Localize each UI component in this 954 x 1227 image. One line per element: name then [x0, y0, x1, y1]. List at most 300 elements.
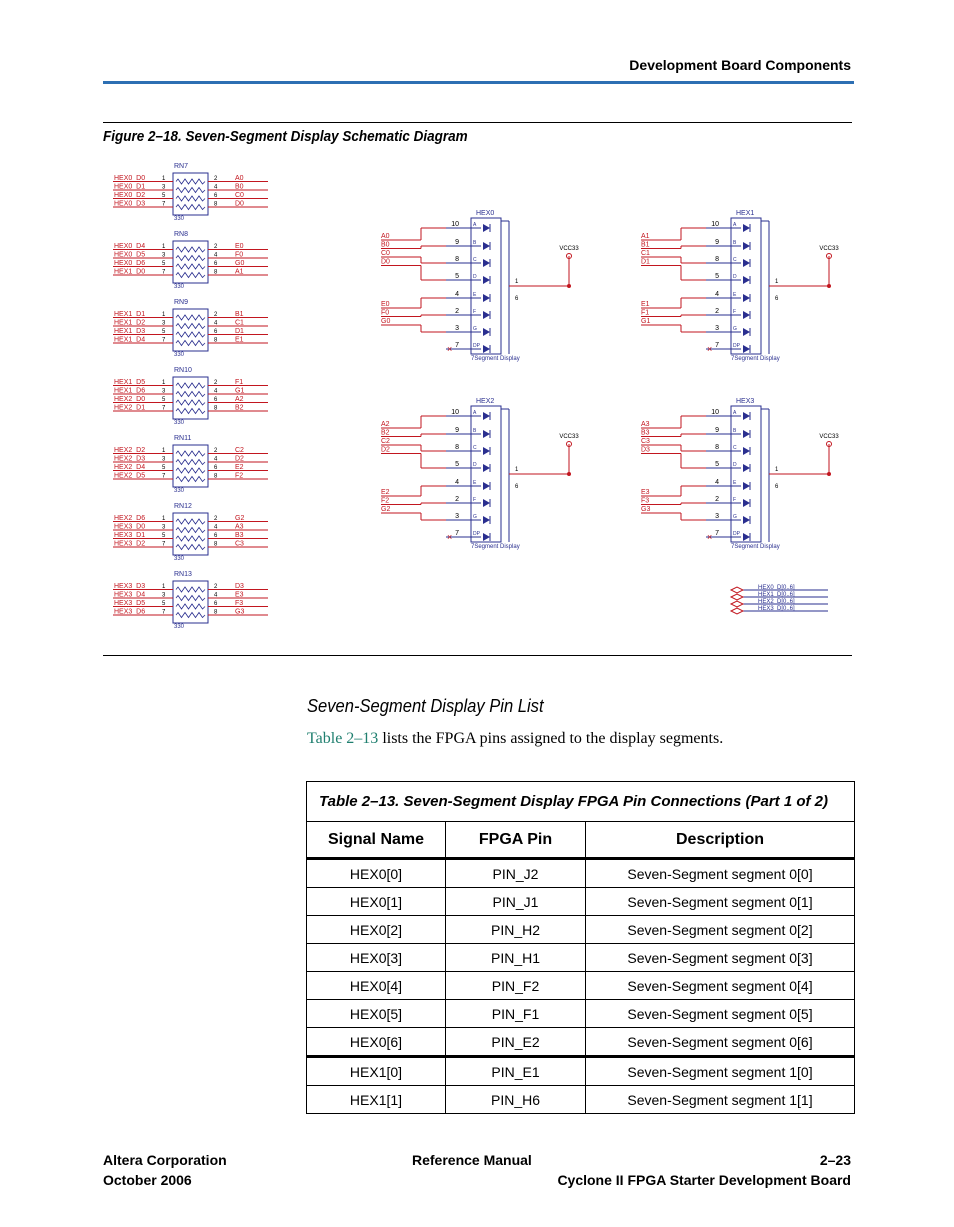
cell-signal: HEX0[6]	[307, 1028, 446, 1057]
display-pin-number: 8	[715, 444, 719, 451]
cell-signal: HEX0[2]	[307, 916, 446, 944]
rn-input-net: HEX0_D1	[114, 183, 146, 191]
display-pin-number: 5	[455, 461, 459, 468]
display-pin-number: 7	[715, 342, 719, 349]
display-part-label: 7Segment Display	[731, 356, 780, 362]
rn-pin-number: 4	[214, 184, 218, 191]
rn-pin-number: 1	[162, 584, 166, 590]
led-diode-symbol	[743, 259, 750, 267]
rn-pin-number: 1	[162, 244, 166, 250]
rn-pin-number: 3	[162, 524, 166, 531]
display-pin-number: 3	[455, 513, 459, 520]
segment-letter: E	[473, 292, 477, 298]
rn-value: 330	[174, 216, 185, 222]
display-pin-number: 9	[715, 427, 719, 434]
led-diode-symbol	[483, 516, 490, 524]
common-pin-number: 1	[775, 279, 779, 285]
segment-letter: DP	[733, 531, 740, 537]
display-net-label: F3	[641, 497, 650, 505]
rn-output-net: D0	[235, 200, 244, 208]
rn-input-net: HEX0_D2	[114, 192, 146, 199]
display-net-label: D0	[381, 258, 390, 266]
resistor-symbol	[176, 400, 205, 405]
pin-connections-table	[306, 781, 855, 1114]
rn-designator: RN7	[174, 163, 189, 170]
display-pin-number: 2	[715, 308, 719, 315]
led-diode-symbol	[483, 276, 490, 284]
rn-pin-number: 3	[162, 456, 166, 463]
bus-entry-marker	[731, 608, 743, 614]
bus-label: HEX3_D[0..6]	[758, 606, 795, 612]
cell-description: Seven-Segment segment 0[2]	[586, 916, 855, 944]
rn-output-net: F1	[235, 379, 244, 386]
display-net-label: F2	[381, 497, 390, 505]
rn-output-net: G2	[235, 515, 245, 522]
resistor-symbol	[176, 196, 205, 201]
rn-pin-number: 3	[162, 388, 166, 395]
led-diode-symbol	[743, 224, 750, 232]
resistor-symbol	[176, 477, 205, 482]
display-net-label: E3	[641, 489, 650, 496]
display-designator: HEX3	[736, 398, 755, 405]
rn-pin-number: 6	[214, 601, 218, 607]
led-diode-symbol	[743, 294, 750, 302]
rn-pin-number: 3	[162, 320, 166, 327]
segment-letter: F	[733, 309, 737, 315]
figure-top-rule	[103, 122, 852, 123]
table-row	[307, 888, 855, 916]
segment-letter: G	[733, 514, 737, 520]
cell-description: Seven-Segment segment 0[6]	[586, 1028, 855, 1057]
rn-output-net: D2	[235, 455, 244, 463]
resistor-symbol	[176, 536, 205, 541]
column-header-signal-name: Signal Name	[307, 822, 446, 859]
display-net-label: B3	[641, 429, 650, 437]
rn-pin-number: 2	[214, 176, 218, 182]
rn-input-net: HEX0_D6	[114, 260, 146, 267]
table-row	[307, 1028, 855, 1057]
segment-letter: A	[473, 222, 477, 228]
rn-pin-number: 2	[214, 448, 218, 454]
footer-right	[557, 1150, 851, 1190]
display-designator: HEX1	[736, 210, 755, 217]
led-diode-symbol	[743, 516, 750, 524]
display-net-label: G2	[381, 506, 391, 513]
no-connect-mark: ×	[447, 532, 453, 542]
cell-description: Seven-Segment segment 0[0]	[586, 859, 855, 888]
table-row	[307, 1000, 855, 1028]
display-net-label: D1	[641, 258, 650, 266]
led-diode-symbol	[483, 311, 490, 319]
rn-output-net: B0	[235, 183, 244, 191]
segment-letter: E	[733, 480, 737, 486]
led-diode-symbol	[743, 311, 750, 319]
no-connect-mark: ×	[707, 532, 713, 542]
rn-output-net: G1	[235, 387, 245, 395]
cell-pin: PIN_F1	[446, 1000, 586, 1028]
display-pin-number: 3	[715, 513, 719, 520]
resistor-symbol	[176, 519, 205, 524]
rn-output-net: F2	[235, 472, 244, 480]
resistor-symbol	[176, 247, 205, 252]
resistor-symbol	[176, 205, 205, 210]
rn-pin-number: 7	[162, 201, 166, 208]
led-diode-symbol	[483, 447, 490, 455]
table-row	[307, 1057, 855, 1086]
display-pin-number: 10	[711, 221, 719, 228]
cell-signal: HEX1[0]	[307, 1057, 446, 1086]
bus-entry-marker	[731, 594, 743, 600]
led-diode-symbol	[743, 328, 750, 336]
led-diode-symbol	[483, 482, 490, 490]
rn-pin-number: 7	[162, 541, 166, 548]
display-net-label: A0	[381, 233, 390, 240]
rn-pin-number: 1	[162, 448, 166, 454]
bus-entry-marker	[731, 601, 743, 607]
rn-pin-number: 7	[162, 337, 166, 344]
rn-input-net: HEX0_D0	[114, 175, 146, 182]
led-diode-symbol	[743, 447, 750, 455]
display-net-label: G0	[381, 318, 391, 325]
rn-output-net: D1	[235, 328, 244, 335]
rn-pin-number: 1	[162, 380, 166, 386]
segment-letter: G	[473, 326, 477, 332]
display-pin-number: 3	[455, 325, 459, 332]
display-pin-number: 3	[715, 325, 719, 332]
resistor-symbol	[176, 460, 205, 465]
rn-input-net: HEX1_D1	[114, 311, 146, 318]
cell-pin: PIN_E1	[446, 1057, 586, 1086]
rn-pin-number: 5	[162, 261, 166, 267]
display-pin-number: 5	[455, 273, 459, 280]
display-pin-number: 5	[715, 461, 719, 468]
display-net-label: B1	[641, 241, 650, 249]
led-diode-symbol	[743, 242, 750, 250]
table-row	[307, 972, 855, 1000]
resistor-symbol	[176, 315, 205, 320]
segment-letter: G	[733, 326, 737, 332]
rn-input-net: HEX0_D4	[114, 243, 146, 250]
rn-input-net: HEX1_D4	[114, 336, 146, 344]
segment-letter: B	[473, 428, 477, 434]
cell-pin: PIN_J2	[446, 859, 586, 888]
cell-pin: PIN_E2	[446, 1028, 586, 1057]
segment-letter: B	[473, 240, 477, 246]
rn-output-net: E1	[235, 336, 244, 344]
rn-pin-number: 8	[214, 405, 218, 412]
rn-input-net: HEX2_D4	[114, 464, 146, 471]
footer-doc-type: Reference Manual	[412, 1152, 532, 1168]
resistor-symbol	[176, 528, 205, 533]
rn-pin-number: 3	[162, 184, 166, 191]
segment-letter: DP	[733, 343, 740, 349]
rn-pin-number: 7	[162, 473, 166, 480]
segment-letter: C	[473, 445, 477, 451]
resistor-symbol	[176, 188, 205, 193]
resistor-symbol	[176, 332, 205, 337]
led-diode-symbol	[483, 499, 490, 507]
segment-letter: D	[733, 462, 737, 468]
rn-input-net: HEX3_D4	[114, 591, 146, 599]
table-row	[307, 1086, 855, 1114]
rn-output-net: A3	[235, 523, 244, 531]
cell-signal: HEX0[3]	[307, 944, 446, 972]
rn-pin-number: 3	[162, 252, 166, 259]
rn-output-net: C1	[235, 319, 244, 327]
segment-letter: E	[473, 480, 477, 486]
rn-pin-number: 6	[214, 193, 218, 199]
display-pin-number: 4	[455, 479, 459, 486]
resistor-symbol	[176, 264, 205, 269]
rn-output-net: A2	[235, 396, 244, 403]
rn-input-net: HEX1_D3	[114, 328, 146, 335]
display-pin-number: 9	[455, 427, 459, 434]
led-diode-symbol	[743, 430, 750, 438]
resistor-symbol	[176, 273, 205, 278]
led-diode-symbol	[483, 294, 490, 302]
display-pin-number: 4	[455, 291, 459, 298]
rn-pin-number: 4	[214, 320, 218, 327]
rn-pin-number: 7	[162, 405, 166, 412]
rn-pin-number: 4	[214, 388, 218, 395]
rn-pin-number: 5	[162, 601, 166, 607]
segment-letter: D	[473, 462, 477, 468]
footer-left	[103, 1150, 227, 1190]
display-net-label: D3	[641, 446, 650, 454]
cell-description: Seven-Segment segment 0[4]	[586, 972, 855, 1000]
rn-input-net: HEX0_D5	[114, 251, 146, 259]
cell-pin: PIN_F2	[446, 972, 586, 1000]
cell-signal: HEX0[5]	[307, 1000, 446, 1028]
rn-value: 330	[174, 420, 185, 426]
display-pin-number: 8	[455, 444, 459, 451]
resistor-symbol	[176, 324, 205, 329]
vcc-label: VCC33	[819, 246, 839, 252]
header-rule	[103, 81, 854, 84]
rn-pin-number: 4	[214, 252, 218, 259]
rn-pin-number: 3	[162, 592, 166, 599]
footer-company: Altera Corporation	[103, 1152, 227, 1168]
common-pin-number: 6	[775, 484, 779, 490]
rn-pin-number: 8	[214, 609, 218, 616]
led-diode-symbol	[483, 224, 490, 232]
resistor-symbol	[176, 596, 205, 601]
display-part-label: 7Segment Display	[471, 544, 520, 550]
rn-pin-number: 7	[162, 269, 166, 276]
rn-pin-number: 4	[214, 592, 218, 599]
cell-description: Seven-Segment segment 0[5]	[586, 1000, 855, 1028]
rn-pin-number: 5	[162, 465, 166, 471]
rn-input-net: HEX3_D0	[114, 523, 146, 531]
rn-designator: RN12	[174, 503, 192, 510]
display-net-label: A2	[381, 421, 390, 428]
common-pin-number: 1	[775, 467, 779, 473]
rn-pin-number: 2	[214, 380, 218, 386]
column-header-description: Description	[586, 822, 855, 859]
no-connect-mark: ×	[447, 344, 453, 354]
display-net-label: C0	[381, 250, 390, 257]
rn-input-net: HEX1_D6	[114, 387, 146, 395]
rn-output-net: B2	[235, 404, 244, 412]
led-diode-symbol	[483, 533, 490, 541]
rn-output-net: F3	[235, 600, 244, 607]
segment-letter: C	[733, 445, 737, 451]
rn-output-net: B1	[235, 311, 244, 318]
rn-input-net: HEX3_D6	[114, 608, 146, 616]
rn-pin-number: 6	[214, 261, 218, 267]
resistor-symbol	[176, 468, 205, 473]
rn-value: 330	[174, 556, 185, 562]
display-pin-number: 10	[451, 221, 459, 228]
bus-label: HEX2_D[0..6]	[758, 599, 795, 605]
cell-signal: HEX0[4]	[307, 972, 446, 1000]
segment-letter: D	[473, 274, 477, 280]
bus-label: HEX1_D[0..6]	[758, 592, 795, 598]
display-pin-number: 7	[715, 530, 719, 537]
rn-output-net: G3	[235, 608, 245, 616]
common-pin-number: 6	[515, 296, 519, 302]
rn-input-net: HEX2_D0	[114, 396, 146, 403]
rn-value: 330	[174, 284, 185, 290]
led-diode-symbol	[743, 533, 750, 541]
table-row	[307, 916, 855, 944]
display-part-label: 7Segment Display	[471, 356, 520, 362]
led-diode-symbol	[743, 499, 750, 507]
cell-pin: PIN_H1	[446, 944, 586, 972]
column-header-fpga-pin: FPGA Pin	[446, 822, 586, 859]
rn-designator: RN13	[174, 571, 192, 578]
led-diode-symbol	[743, 412, 750, 420]
display-net-label: C1	[641, 250, 650, 257]
display-pin-number: 8	[715, 256, 719, 263]
rn-pin-number: 1	[162, 176, 166, 182]
rn-designator: RN11	[174, 435, 192, 442]
rn-output-net: G0	[235, 260, 245, 267]
rn-value: 330	[174, 488, 185, 494]
display-net-label: B0	[381, 241, 390, 249]
display-pin-number: 8	[455, 256, 459, 263]
junction-dot	[827, 284, 831, 288]
display-net-label: C2	[381, 438, 390, 445]
rn-pin-number: 1	[162, 312, 166, 318]
vcc-label: VCC33	[559, 246, 579, 252]
display-net-label: E0	[381, 301, 390, 308]
rn-output-net: C2	[235, 447, 244, 454]
segment-letter: C	[473, 257, 477, 263]
table-row	[307, 859, 855, 888]
resistor-symbol	[176, 613, 205, 618]
led-diode-symbol	[483, 242, 490, 250]
led-diode-symbol	[483, 430, 490, 438]
rn-output-net: A1	[235, 268, 244, 276]
segment-letter: B	[733, 428, 737, 434]
segment-letter: A	[733, 222, 737, 228]
rn-pin-number: 5	[162, 397, 166, 403]
cell-pin: PIN_J1	[446, 888, 586, 916]
display-pin-number: 9	[715, 239, 719, 246]
segment-letter: D	[733, 274, 737, 280]
junction-dot	[827, 472, 831, 476]
display-net-label: F1	[641, 309, 650, 317]
footer-date: October 2006	[103, 1172, 192, 1188]
table-caption: Table 2–13. Seven-Segment Display FPGA Pin Connections (Part 1 of 2)	[307, 782, 855, 822]
resistor-symbol	[176, 341, 205, 346]
display-net-label: F0	[381, 309, 390, 317]
rn-pin-number: 4	[214, 524, 218, 531]
display-net-label: G1	[641, 318, 651, 325]
rn-pin-number: 5	[162, 533, 166, 539]
schematic-diagram	[103, 160, 839, 640]
rn-input-net: HEX1_D5	[114, 379, 146, 386]
rn-pin-number: 8	[214, 337, 218, 344]
led-diode-symbol	[483, 328, 490, 336]
vcc-label: VCC33	[819, 434, 839, 440]
section-heading: Seven-Segment Display Pin List	[307, 696, 544, 716]
rn-input-net: HEX3_D5	[114, 600, 146, 607]
common-pin-number: 6	[775, 296, 779, 302]
cell-description: Seven-Segment segment 0[3]	[586, 944, 855, 972]
figure-caption: Figure 2–18. Seven-Segment Display Schematic Diagram	[103, 128, 468, 145]
junction-dot	[567, 472, 571, 476]
common-pin-number: 1	[515, 467, 519, 473]
no-connect-mark: ×	[707, 344, 713, 354]
rn-output-net: E2	[235, 464, 244, 471]
resistor-symbol	[176, 179, 205, 184]
bus-label: HEX0_D[0..6]	[758, 585, 795, 591]
display-designator: HEX0	[476, 210, 495, 217]
body-text-rest: lists the FPGA pins assigned to the display segments.	[378, 730, 724, 747]
segment-letter: A	[733, 410, 737, 416]
rn-input-net: HEX3_D3	[114, 583, 146, 590]
segment-letter: DP	[473, 531, 480, 537]
resistor-symbol	[176, 383, 205, 388]
rn-designator: RN9	[174, 299, 189, 306]
cell-description: Seven-Segment segment 1[0]	[586, 1057, 855, 1086]
rn-pin-number: 2	[214, 584, 218, 590]
display-part-label: 7Segment Display	[731, 544, 780, 550]
body-paragraph	[307, 730, 723, 748]
rn-input-net: HEX2_D3	[114, 455, 146, 463]
segment-letter: B	[733, 240, 737, 246]
display-net-label: E1	[641, 301, 650, 308]
rn-value: 330	[174, 352, 185, 358]
led-diode-symbol	[483, 412, 490, 420]
running-header: Development Board Components	[629, 57, 851, 73]
cell-signal: HEX1[1]	[307, 1086, 446, 1114]
display-net-label: C3	[641, 438, 650, 445]
cell-description: Seven-Segment segment 1[1]	[586, 1086, 855, 1114]
segment-letter: C	[733, 257, 737, 263]
table-cross-reference-link[interactable]: Table 2–13	[307, 730, 379, 747]
cell-pin: PIN_H6	[446, 1086, 586, 1114]
segment-letter: DP	[473, 343, 480, 349]
display-pin-number: 4	[715, 479, 719, 486]
rn-output-net: A0	[235, 175, 244, 182]
display-net-label: A3	[641, 421, 650, 428]
segment-letter: F	[473, 497, 477, 503]
led-diode-symbol	[483, 259, 490, 267]
rn-output-net: C0	[235, 192, 244, 199]
cell-pin: PIN_H2	[446, 916, 586, 944]
rn-input-net: HEX1_D2	[114, 319, 146, 327]
footer-page-number: 2–23	[819, 1152, 851, 1168]
rn-designator: RN10	[174, 367, 192, 374]
rn-pin-number: 6	[214, 329, 218, 335]
display-net-label: B2	[381, 429, 390, 437]
resistor-symbol	[176, 545, 205, 550]
rn-value: 330	[174, 624, 185, 630]
display-designator: HEX2	[476, 398, 495, 405]
